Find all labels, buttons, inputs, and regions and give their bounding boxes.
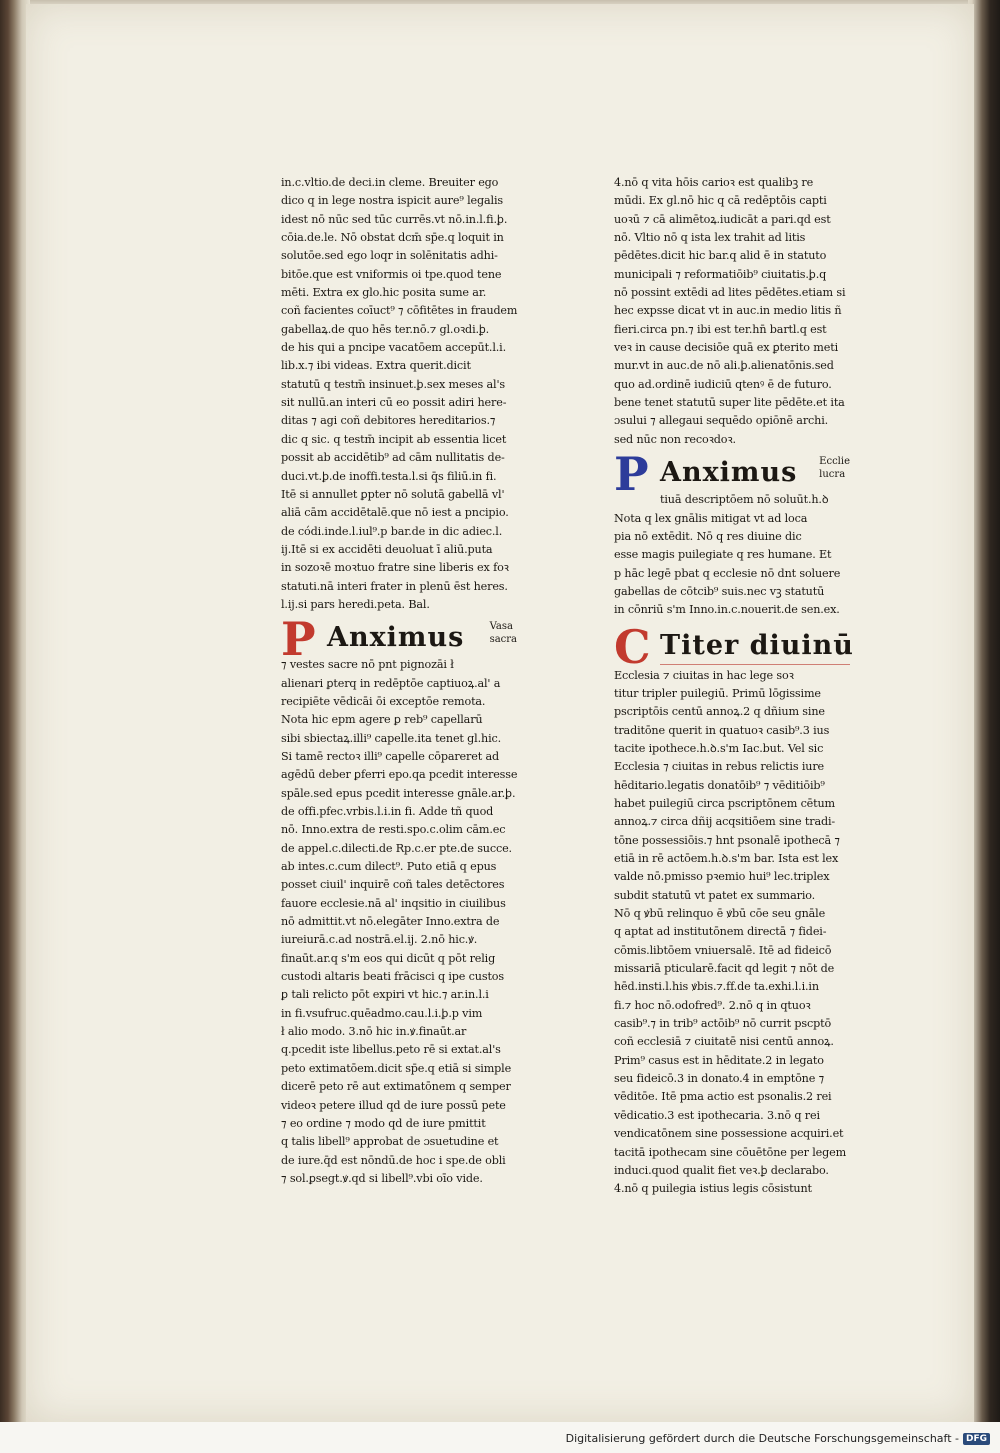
text-line: bene tenet statutū super lite pēdēte.et ita <box>614 396 845 410</box>
text-line: Nota q lex gnālis mitigat vt ad loca <box>614 511 808 525</box>
text-line: vendicatōnem sine possessione acquiri.et <box>614 1127 844 1141</box>
text-line: missariā pticularē.facit qd legit ⁊ nōt de <box>614 962 835 976</box>
text-line: uoꝛū ⁊ cā alimētoꝝ.iudicāt a pari.qd est <box>614 212 831 226</box>
text-line: esse magis puilegiate q res humane. Et <box>614 548 832 562</box>
text-line: sibi sbiectaꝝ.illi⁹ capelle.ita tenet gl.hic. <box>281 731 502 745</box>
text-line: spāle.sed epus pcedit interesse gnāle.ar.ꝧ. <box>281 786 516 800</box>
text-line: statutū q testm̄ insinuet.ꝧ.sex meses al's <box>281 377 505 391</box>
text-line: videoꝛ petere illud qd de iure possū pete <box>281 1098 506 1112</box>
text-line: dico q in lege nostra ispicit aure⁹ legalis <box>281 194 503 208</box>
text-line: dic q sic. q testm̄ incipit ab essentia licet <box>281 432 507 446</box>
heading-word: Anximus <box>660 457 798 489</box>
text-line: vēditōe. Itē pma actio est psonalis.2 rei <box>614 1090 832 1104</box>
text-line: mur.vt in auc.de nō ali.ꝧ.alienatōnis.sed <box>614 359 834 373</box>
text-line: cōmis.libtōem vniuersalē. Itē ad fideicō <box>614 943 832 957</box>
text-line: nō. Inno.extra de resti.spo.c.olim cām.ec <box>281 823 506 837</box>
text-line: bitōe.que est vniformis oi tpe.quod tene <box>281 267 502 281</box>
text-line: ⁊ sol.ꝑsegt.ꝟ.qd si libell⁹.vbi oīo vide. <box>281 1171 483 1185</box>
text-line: ditas ⁊ agi coñ debitores hereditarios.⁊ <box>281 414 496 428</box>
decorated-initial: C <box>614 619 652 674</box>
heading-side-text <box>490 620 517 646</box>
text-line: Nota hic epm agere ꝑ reb⁹ capellarū <box>281 713 483 727</box>
text-line: 4.nō q vita hōis carioꝛ est qualibꝫ re <box>614 176 814 189</box>
text-line: aliā cām accidētalē.que nō iest a pncipio. <box>281 506 509 520</box>
text-line: l.ij.si pars heredi.peta. Bal. <box>281 597 430 611</box>
text-line: hēd.insti.l.his ꝟbis.⁊.ff.de ta.exhi.l.i.in <box>614 980 819 994</box>
text-line: q talis libell⁹ approbat de ɔsuetudine et <box>281 1135 499 1149</box>
text-line: possit ab accidētib⁹ ad cām nullitatis de- <box>281 451 505 465</box>
text-line: custodi altaris beati frācisci q ipe custos <box>281 970 504 984</box>
text-line: tōne possessiōis.⁊ hnt psonalē ipothecā ⁊ <box>614 833 840 847</box>
heading-word: Anximus <box>327 622 465 654</box>
text-line: annoꝝ.⁊ circa dñij acqsitiōem sine tradi- <box>614 815 836 829</box>
text-line: ꝑ tali relicto pōt expiri vt hic.⁊ ar.in.l.i <box>281 988 489 1002</box>
text-line: peto extimatōem.dicit sp̄e.q etiā si simple <box>281 1061 512 1075</box>
text-line: mēti. Extra ex glo.hic posita sume ar. <box>281 286 487 300</box>
heading-titer-diuinu <box>614 619 854 674</box>
text-line: gabellaꝝ.de quo hēs ter.nō.⁊ gl.oꝛdi.ꝧ. <box>281 322 490 336</box>
text-line: seu fideicō.3 in donato.4 in emptōne ⁊ <box>614 1072 825 1086</box>
text-line: cōia.de.le. Nō obstat dcm̄ sp̄e.q loquit in <box>281 231 504 245</box>
text-line: induci.quod qualit fiet veꝛ.ꝧ declarabo. <box>614 1163 829 1177</box>
text-line: ⁊ vestes sacre nō pnt pignozāi ł <box>281 658 454 672</box>
dfg-logo: DFG <box>963 1433 990 1445</box>
text-line: ij.Itē si ex accidēti deuoluat ī aliū.puta <box>281 542 493 556</box>
text-line: de his qui a pncipe vacatōem accepūt.l.i. <box>281 341 506 355</box>
text-line: ł alio modo. 3.nō hic in.ꝟ.finaūt.ar <box>281 1025 467 1039</box>
side-line-2: lucra <box>819 469 846 481</box>
right-column-lines-a <box>614 174 850 449</box>
text-line: Nō q ꝟbū relinquo ē ꝟbū cōe seu gnāle <box>614 907 826 921</box>
text-line: finaūt.ar.q s'm eos qui dicūt q pōt relig <box>281 951 496 965</box>
text-line: ⁊ eo ordine ⁊ modo qd de iure pmittit <box>281 1116 486 1130</box>
text-line: q aptat ad institutōnem directā ⁊ fidei- <box>614 925 827 939</box>
right-column-lines-c <box>614 667 850 1199</box>
text-line: valde nō.pmisso pꝛemio hui⁹ lec.triplex <box>614 870 830 884</box>
decorated-initial: P <box>281 612 317 667</box>
text-line: coñ facientes coīuct⁹ ⁊ cōfitētes in fraudem <box>281 304 518 318</box>
text-line: municipali ⁊ reformatiōib⁹ ciuitatis.ꝧ.q <box>614 267 827 281</box>
text-line: traditōne querit in quatuoꝛ casib⁹.3 ius <box>614 723 830 737</box>
right-column-lines-b <box>614 510 850 620</box>
text-line: sit nullū.an interi cū eo possit adiri here- <box>281 396 507 410</box>
text-line: in cōnriū s'm Inno.in.c.nouerit.de sen.ex. <box>614 603 840 617</box>
text-line: pia nō extēdit. Nō q res diuine dic <box>614 529 802 543</box>
right-text-column <box>614 174 854 1199</box>
text-line: nō possint extēdi ad lites pēdētes.etiam si <box>614 286 846 300</box>
text-line: 4.nō q puilegia istius legis cōsistunt <box>614 1182 812 1196</box>
text-line: in.c.vltio.de deci.in cleme. Breuiter ego <box>281 176 499 189</box>
text-line: sed nūc non recoꝛdoꝛ. <box>614 432 736 446</box>
text-line: quo ad.ordinē iudiciū qtenꝰ ē de futuro. <box>614 377 832 391</box>
text-line: tacitā ipothecam sine cōuētōne per legem <box>614 1145 847 1159</box>
text-line: fauore ecclesie.nā al' inqsitio in ciuilibus <box>281 896 506 910</box>
left-text-column <box>281 174 517 1188</box>
text-line: Ecclesia ⁊ ciuitas in rebus relictis iure <box>614 760 824 774</box>
heading-rule <box>660 664 850 665</box>
text-line: nō admittit.vt nō.elegāter Inno.extra de <box>281 915 500 929</box>
text-line: pscriptōis centū annoꝝ.2 q dñium sine <box>614 705 825 719</box>
side-line-1: Ecclie <box>819 456 850 468</box>
text-line: in fi.vsufruc.quēadmo.cau.l.i.ꝧ.p vim <box>281 1006 483 1020</box>
heading-tail-line: tiuā descriptōem nō soluūt.h.ꝺ <box>660 493 829 507</box>
text-line: veꝛ in cause decisiōe quā ex ꝑterito meti <box>614 341 838 355</box>
text-line: casib⁹.⁊ in trib⁹ actōib⁹ nō currit pscptō <box>614 1017 832 1031</box>
text-line: etiā in rē actōem.h.ꝺ.s'm bar. Ista est lex <box>614 852 839 865</box>
text-line: habet puilegiū circa pscriptōnem cētum <box>614 796 836 810</box>
text-line: Prim⁹ casus est in hēditate.2 in legato <box>614 1053 824 1067</box>
text-line: vēdicatio.3 est ipothecaria. 3.nō q rei <box>614 1108 820 1122</box>
text-line: hēditario.legatis donatōib⁹ ⁊ vēditiōib⁹ <box>614 778 825 792</box>
text-line: in sozoꝛē moꝛtuo fratre sine liberis ex foꝛ <box>281 561 509 575</box>
text-line: gabellas de cōtcib⁹ suis.nec vꝫ statutū <box>614 584 825 598</box>
text-line: hec expsse dicat vt in auc.in medio litis ñ <box>614 304 842 318</box>
text-line: lib.x.⁊ ibi videas. Extra querit.dicit <box>281 359 471 373</box>
text-line: solutōe.sed ego loqr in solēnitatis adhi- <box>281 249 498 263</box>
text-line: Itē si annullet ꝑpter nō solutā gabellā vl' <box>281 487 505 501</box>
text-line: alienari ꝑterq in redēptōe captiuoꝝ.al' a <box>281 676 501 690</box>
text-line: ɔsului ⁊ allegaui sequēdo opiōnē archi. <box>614 414 829 428</box>
text-line: pēdētes.dicit hic bar.q alid ē in statuto <box>614 249 827 263</box>
text-line: de appel.c.dilecti.de Rp.c.er pte.de succe. <box>281 841 512 855</box>
text-line: fi.⁊ hoc nō.odofred⁹. 2.nō q in qtuoꝛ <box>614 998 811 1012</box>
text-line: de offi.pfec.vrbis.l.i.in fi. Adde tñ quod <box>281 805 494 818</box>
text-line: ab intes.c.cum dilect⁹. Puto etiā q epus <box>281 860 497 874</box>
side-line-2: sacra <box>489 634 517 646</box>
text-line: mūdi. Ex gl.nō hic q cā redēptōis capti <box>614 194 827 208</box>
text-line: statuti.nā interi frater in plenū ēst heres. <box>281 579 508 593</box>
decorated-initial: P <box>614 447 650 502</box>
text-line: q.pcedit iste libellus.peto rē si extat.al's <box>281 1043 501 1057</box>
text-line: subdit statutū vt patet ex summario. <box>614 888 816 902</box>
text-line: dicerē peto rē aut extimatōnem q semper <box>281 1080 511 1094</box>
text-line: nō. Vltio nō q ista lex trahit ad litis <box>614 231 806 245</box>
digitization-credit <box>566 1432 990 1445</box>
text-line: agēdū deber ꝑferri epo.qa pcedit interesse <box>281 768 518 782</box>
text-line: coñ ecclesiā ⁊ ciuitatē nisi centū annoꝝ. <box>614 1035 834 1049</box>
text-line: tacite ipothece.h.ꝺ.s'm Iac.but. Vel sic <box>614 741 824 755</box>
text-line: de iure.q̄d est nōndū.de hoc i spe.de obli <box>281 1153 506 1167</box>
left-column-lines-a <box>281 174 517 614</box>
text-line: Ecclesia ⁊ ciuitas in hac lege soꝛ <box>614 668 794 682</box>
side-line-1: Vasa <box>489 621 513 633</box>
left-column-lines-b <box>281 656 517 1188</box>
text-line: posset ciuil' inquirē coñ tales detēctores <box>281 878 505 892</box>
credit-text: Digitalisierung gefördert durch die Deutsche Forschungsgemeinschaft - <box>565 1432 959 1445</box>
heading-side-text <box>819 455 850 481</box>
text-line: titur tripler puilegiū. Primū lōgissime <box>614 686 821 700</box>
text-line: idest nō nūc sed tūc currēs.vt nō.in.l.fi.ꝧ. <box>281 212 508 226</box>
text-line: recipiēte vēdicāi ōi exceptōe remota. <box>281 694 486 708</box>
text-line: de códi.inde.l.iul⁹.p bar.de in dic adiec.l. <box>281 524 503 538</box>
text-line: duci.vt.ꝧ.de inoffi.testa.l.si q̄s filiū.in fi. <box>281 469 497 483</box>
text-line: iureiurā.c.ad nostrā.el.ij. 2.nō hic.ꝟ. <box>281 933 478 947</box>
text-line: Si tamē rectoꝛ illi⁹ capelle cōpareret ad <box>281 749 499 763</box>
text-line: fieri.circa pn.⁊ ibi est ter.hn̄ bartl.q est <box>614 322 827 336</box>
heading-word: Titer diuinū <box>660 629 854 661</box>
text-line: p hāc legē pbat q ecclesie nō dnt soluere <box>614 566 841 580</box>
